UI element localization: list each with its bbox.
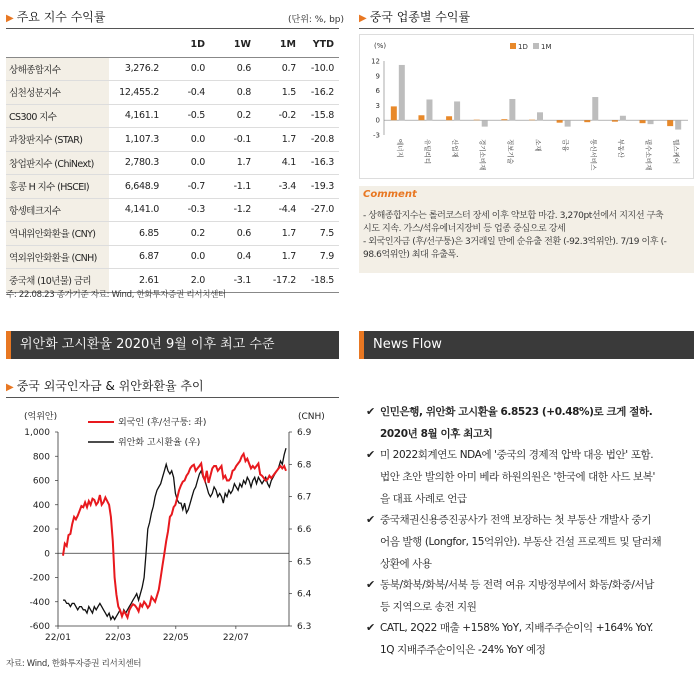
legend-label-fx: 위안화 고시환율 (우) xyxy=(118,438,201,448)
bar-1d xyxy=(446,116,452,120)
table-cell: -3.1 xyxy=(210,269,256,293)
table-cell: 1.7 xyxy=(256,222,301,246)
table-cell: -0.2 xyxy=(256,104,301,128)
x-tick-label: 22/01 xyxy=(45,633,71,643)
table-cell: -15.8 xyxy=(301,104,339,128)
table-cell: -17.2 xyxy=(256,269,301,293)
table-cell: 0.0 xyxy=(164,151,210,175)
table-cell: 6.85 xyxy=(109,222,164,246)
left-tick-label: 400 xyxy=(32,500,50,511)
table-cell: 4,161.1 xyxy=(109,104,164,128)
table-row xyxy=(6,57,339,81)
table-cell: -27.0 xyxy=(301,198,339,222)
news-text-line: 1Q 지배주주순이익은 -24% YoY 예정 xyxy=(380,644,546,656)
index-name-cell: CS300 지수 xyxy=(6,104,109,128)
left-tick-label: 1,000 xyxy=(24,428,50,438)
y-tick-label: 12 xyxy=(371,57,380,66)
bar-1m xyxy=(454,101,460,120)
triangle-icon: ▶ xyxy=(6,13,14,24)
line-chart-svg xyxy=(6,400,339,650)
table-cell: 0.6 xyxy=(210,222,256,246)
table-cell: -0.7 xyxy=(164,175,210,199)
table-row xyxy=(6,198,339,222)
table-cell: 0.7 xyxy=(256,57,301,81)
table-cell: -18.5 xyxy=(301,269,339,293)
news-text-line: 상환에 사용 xyxy=(380,558,432,570)
foreign-flow-line xyxy=(63,454,286,618)
news-text-line: 법안 초안 발의한 아미 베라 하원의원은 '한국에 대한 사드 보복' xyxy=(380,471,655,483)
bar-1d xyxy=(391,106,397,120)
index-table-source: 주: 22.08.23 종가기준 자료: Wind, 한화투자증권 리서치센터 xyxy=(6,290,226,300)
table-cell: 12,455.2 xyxy=(109,81,164,105)
category-label: 통신서비스 xyxy=(589,139,598,171)
table-header-cell xyxy=(109,32,164,57)
table-header-cell xyxy=(6,32,109,57)
table-cell: 1.7 xyxy=(210,151,256,175)
x-tick-label: 22/07 xyxy=(222,633,249,643)
bar-1d xyxy=(584,120,590,122)
left-tick-label: -600 xyxy=(29,622,50,632)
comment-title: Comment xyxy=(363,189,417,200)
table-cell: 7.9 xyxy=(301,245,339,269)
category-label: 부동산 xyxy=(616,139,625,158)
sector-chart xyxy=(359,34,694,179)
index-name-cell: 역외위안화환율 (CNH) xyxy=(6,245,109,269)
category-label: 정보기술 xyxy=(506,139,515,165)
index-name-cell: 창업판지수 (ChiNext) xyxy=(6,151,109,175)
table-cell: -20.8 xyxy=(301,128,339,152)
bar-1d xyxy=(640,120,646,123)
comment-line: 시도 지속. 가스/석유에너지장비 등 업종 중심으로 강세 xyxy=(363,224,566,234)
bar-1m xyxy=(482,120,488,126)
table-cell: -0.1 xyxy=(210,128,256,152)
right-tick-label: 6.5 xyxy=(297,557,312,568)
table-cell: -0.4 xyxy=(164,81,210,105)
bar-1m xyxy=(648,120,654,124)
news-text-line: 미 2022회계연도 NDA에 '중국의 경제적 압박 대응 법안' 포함. xyxy=(380,449,654,461)
bar-1d xyxy=(612,120,618,121)
legend-swatch-1d xyxy=(510,43,516,49)
table-cell: 3,276.2 xyxy=(109,57,164,81)
bar-1d xyxy=(418,115,424,120)
bar-1d xyxy=(557,120,563,122)
sector-chart-title xyxy=(359,8,470,25)
category-label: 헬스케어 xyxy=(672,139,681,165)
table-cell: 0.0 xyxy=(164,128,210,152)
banner-accent xyxy=(359,331,364,359)
left-tick-label: -200 xyxy=(29,573,50,584)
legend-swatch-1m xyxy=(533,43,539,49)
table-cell: 6,648.9 xyxy=(109,175,164,199)
category-label: 소재 xyxy=(534,139,542,152)
table-cell: 2.61 xyxy=(109,269,164,293)
table-cell: 0.4 xyxy=(210,245,256,269)
table-cell: 1,107.3 xyxy=(109,128,164,152)
category-label: 산업재 xyxy=(451,139,460,158)
table-cell: 2.0 xyxy=(164,269,210,293)
right-banner-text: News Flow xyxy=(373,337,442,352)
category-label: 금융 xyxy=(561,139,570,152)
line-chart-title-text: 중국 외국인자금 & 위안화환율 추이 xyxy=(16,379,204,393)
table-cell: 4.1 xyxy=(256,151,301,175)
divider xyxy=(6,397,339,398)
category-label: 유틸리티 xyxy=(423,139,432,165)
table-row xyxy=(6,245,339,269)
comment-line: - 외국인자금 (후/선구퉁)은 3거래일 만에 순유출 전환 (-92.3억위안). 7/19 이후 (- xyxy=(363,237,667,247)
divider xyxy=(6,28,339,29)
table-cell: -16.3 xyxy=(301,151,339,175)
left-tick-label: -400 xyxy=(29,597,50,608)
left-tick-label: 0 xyxy=(44,549,50,560)
table-cell: 4,141.0 xyxy=(109,198,164,222)
index-table-title-text: 주요 지수 수익률 xyxy=(16,10,106,24)
bar-1m xyxy=(509,99,515,120)
left-banner-text: 위안화 고시환율 2020년 9월 이후 최고 수준 xyxy=(20,337,275,352)
bar-1m xyxy=(537,112,543,120)
index-name-cell: 과창판지수 (STAR) xyxy=(6,128,109,152)
index-name-cell: 항셍테크지수 xyxy=(6,198,109,222)
table-cell: 1.7 xyxy=(256,128,301,152)
divider xyxy=(359,28,694,29)
table-cell: -16.2 xyxy=(301,81,339,105)
table-cell: 7.5 xyxy=(301,222,339,246)
table-header-cell: 1D xyxy=(164,32,210,57)
checkmark-icon: ✔ xyxy=(366,405,375,418)
category-label: 경기소비재 xyxy=(478,139,487,171)
comment-line: - 상해종합지수는 롤러코스터 장세 이후 약보합 마감. 3,270pt선에서 지지선 구축 xyxy=(363,211,664,221)
index-name-cell: 역내위안화환율 (CNY) xyxy=(6,222,109,246)
bar-1m xyxy=(565,120,571,126)
table-cell: 1.5 xyxy=(256,81,301,105)
table-header-cell: 1M xyxy=(256,32,301,57)
left-tick-label: 600 xyxy=(32,476,50,487)
news-text-line: 인민은행, 위안화 고시환율 6.8523 (+0.48%)로 크게 절하. xyxy=(380,406,653,418)
checkmark-icon: ✔ xyxy=(366,448,375,461)
table-cell: -10.0 xyxy=(301,57,339,81)
sector-chart-svg xyxy=(360,35,695,180)
index-table-title xyxy=(6,8,105,25)
right-axis-unit: (CNH) xyxy=(298,412,325,422)
table-cell: -1.1 xyxy=(210,175,256,199)
table-header-cell: 1W xyxy=(210,32,256,57)
index-table-unit: (단위: %, bp) xyxy=(288,15,345,25)
right-tick-label: 6.8 xyxy=(297,460,312,471)
banner-accent xyxy=(6,331,11,359)
legend-label-flow: 외국인 (후/선구퉁: 좌) xyxy=(118,418,207,428)
bar-1d xyxy=(501,119,507,120)
table-cell: 0.2 xyxy=(210,104,256,128)
index-table xyxy=(6,32,339,293)
sector-chart-title-text: 중국 업종별 수익률 xyxy=(369,10,471,24)
index-name-cell: 중국채 (10년물) 금리 xyxy=(6,269,109,293)
right-tick-label: 6.7 xyxy=(297,492,312,503)
table-cell: -4.4 xyxy=(256,198,301,222)
news-text-line: 중국채권신용증진공사가 전액 보장하는 첫 부동산 개발사 중기 xyxy=(380,514,651,526)
bar-1d xyxy=(667,120,673,126)
y-tick-label: 3 xyxy=(375,101,380,110)
right-tick-label: 6.3 xyxy=(297,622,312,632)
line-chart-title xyxy=(6,377,204,394)
right-section-banner xyxy=(359,331,694,359)
left-axis-unit: (억위안) xyxy=(24,412,58,422)
x-tick-label: 22/05 xyxy=(162,633,189,643)
table-cell: 0.8 xyxy=(210,81,256,105)
category-label: 필수소비재 xyxy=(644,139,653,171)
table-row xyxy=(6,175,339,199)
news-text-line: 동북/화북/화북/서북 등 전력 여유 지방정부에서 화동/화중/서남 xyxy=(380,579,654,591)
table-cell: -3.4 xyxy=(256,175,301,199)
sector-unit-label: (%) xyxy=(374,42,387,50)
category-label: 에너지 xyxy=(395,139,404,158)
table-cell: -0.5 xyxy=(164,104,210,128)
table-header-cell: YTD xyxy=(301,32,339,57)
table-cell: 6.87 xyxy=(109,245,164,269)
x-tick-label: 22/03 xyxy=(105,633,132,643)
comment-box xyxy=(359,186,694,273)
legend-label-1m: 1M xyxy=(541,43,552,51)
table-cell: 2,780.3 xyxy=(109,151,164,175)
table-cell: -19.3 xyxy=(301,175,339,199)
table-cell: 1.7 xyxy=(256,245,301,269)
y-tick-label: 9 xyxy=(375,72,380,81)
right-tick-label: 6.9 xyxy=(297,428,312,438)
left-tick-label: 800 xyxy=(32,452,50,463)
left-tick-label: 200 xyxy=(32,525,50,535)
news-text-line: 등 지역으로 송전 지원 xyxy=(380,601,477,613)
right-tick-label: 6.6 xyxy=(297,525,312,535)
triangle-icon: ▶ xyxy=(6,382,14,393)
bar-1m xyxy=(592,97,598,120)
table-row xyxy=(6,81,339,105)
table-cell: 0.0 xyxy=(164,245,210,269)
news-text-line: CATL, 2Q22 매출 +158% YoY, 지배주주순이익 +164% YoY. xyxy=(380,622,653,634)
index-name-cell: 홍콩 H 지수 (HSCEI) xyxy=(6,175,109,199)
y-tick-label: 6 xyxy=(375,87,380,96)
table-cell: 0.6 xyxy=(210,57,256,81)
table-row xyxy=(6,104,339,128)
y-tick-label: -3 xyxy=(373,131,380,140)
table-cell: 0.2 xyxy=(164,222,210,246)
line-chart-source: 자료: Wind, 한화투자증권 리서치센터 xyxy=(6,659,142,669)
table-cell: -0.3 xyxy=(164,198,210,222)
news-text-line: 2020년 8월 이후 최고치 xyxy=(380,428,493,440)
index-name-cell: 상해종합지수 xyxy=(6,57,109,81)
news-text-line: 을 대표 사례로 언급 xyxy=(380,493,467,505)
right-tick-label: 6.4 xyxy=(297,589,312,600)
table-cell: -1.2 xyxy=(210,198,256,222)
bar-1m xyxy=(675,120,681,129)
fx-rate-line xyxy=(63,448,286,619)
bar-1m xyxy=(426,99,432,120)
y-tick-label: 0 xyxy=(375,116,380,125)
table-cell: 0.0 xyxy=(164,57,210,81)
triangle-icon: ▶ xyxy=(359,13,367,24)
index-name-cell: 심천성분지수 xyxy=(6,81,109,105)
checkmark-icon: ✔ xyxy=(366,578,375,591)
news-text-line: 어음 발행 (Longfor, 15억위안). 부동산 건설 프로젝트 및 달러채 xyxy=(380,536,662,548)
legend-label-1d: 1D xyxy=(518,43,528,51)
bar-1m xyxy=(620,116,626,120)
comment-line: 98.6억위안) 최대 유출폭. xyxy=(363,250,459,260)
table-row xyxy=(6,222,339,246)
table-row xyxy=(6,151,339,175)
checkmark-icon: ✔ xyxy=(366,513,375,526)
left-section-banner xyxy=(6,331,339,359)
checkmark-icon: ✔ xyxy=(366,621,375,634)
bar-1m xyxy=(399,65,405,120)
table-row xyxy=(6,128,339,152)
